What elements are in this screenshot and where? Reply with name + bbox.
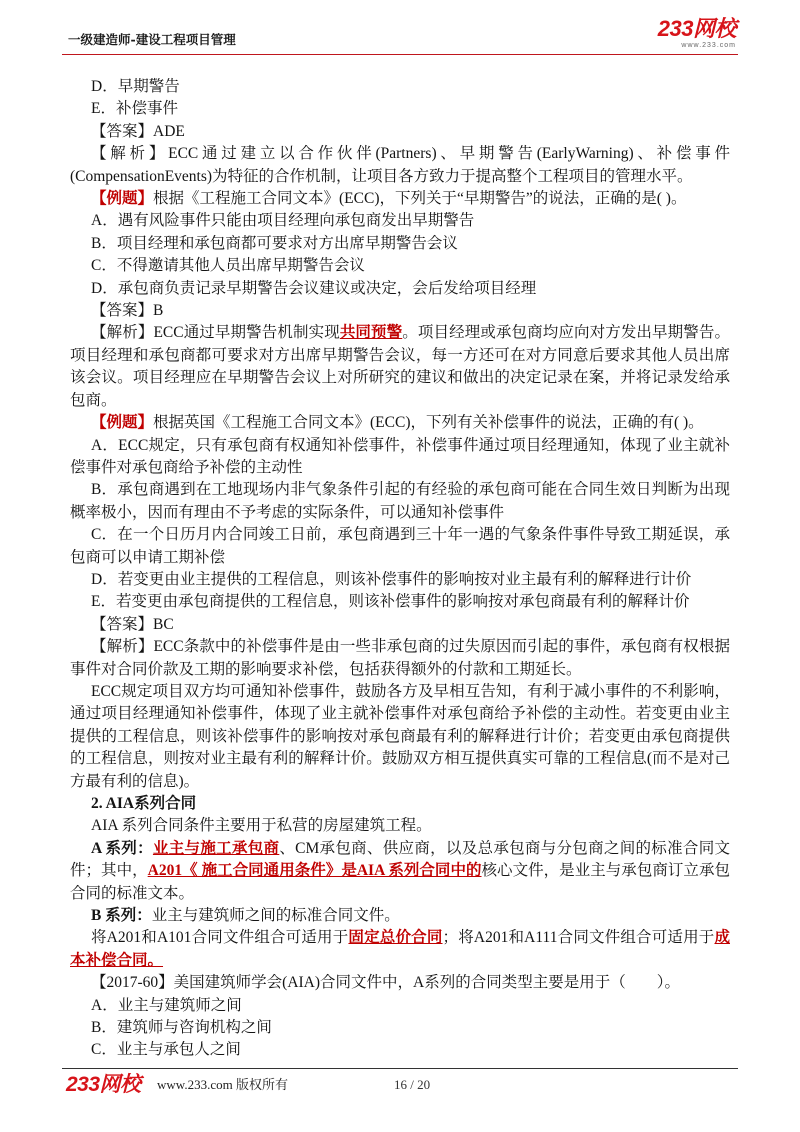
- option-e: E．若变更由承包商提供的工程信息，则该补偿事件的影响按对承包商最有利的解释计价: [91, 593, 690, 611]
- question-text: 根据《工程施工合同文本》(ECC)，下列关于“早期警告”的说法，正确的是( )。: [153, 190, 687, 208]
- body-text: 业主与建筑师之间的标准合同文件。: [151, 907, 400, 925]
- highlight-text: 固定总价合同: [348, 929, 443, 947]
- section-intro: AIA 系列合同条件主要用于私营的房屋建筑工程。: [91, 817, 432, 835]
- analysis-text: 。项目经理或承包商均应向对方发出早期警告。项目经理和承包商都可要求对方出席早期警告会议，每一方还可在对方同意后要求其他人员出席该会议。项目经理应在早期警告会议上对所研究的建议和做出的决定记录在案，并将记录发给承包商。: [70, 324, 730, 409]
- highlight-text: 业主与施工承包商: [152, 839, 280, 857]
- exam-question: 【2017-60】美国建筑师学会(AIA)合同文件中，A系列的合同类型主要是用于（ ）。: [91, 974, 680, 992]
- option-d: D．早期警告: [91, 78, 180, 95]
- analysis: 【解析】ECC条款中的补偿事件是由一些非承包商的过失原因而引起的事件，承包商有权根据事件对合同价款及工期的影响要求补偿，包括获得额外的付款和工期延长。: [70, 638, 730, 678]
- analysis-continued: ECC规定项目双方均可通知补偿事件，鼓励各方及早相互告知，有利于减小事件的不利影响，通过项目经理通知补偿事件，体现了业主就补偿事件对承包商给予补偿的主动性。若变更由业主提供的工程信息，则该补偿事件的影响按对承包商最有利的解释进行计价；若变更由承包商提供的工程信息，则按对业主最有利的解释计价。鼓励双方相互提供真实可靠的工程信息(而不是对己方最有利的信息)。: [70, 682, 730, 790]
- option-c: C．业主与承包人之间: [91, 1041, 241, 1059]
- series-b-description: [70, 905, 730, 927]
- option-a: A．业主与建筑师之间: [91, 996, 242, 1014]
- answer: 【答案】BC: [91, 615, 174, 633]
- body-text: ；将A201和A111合同文件组合可适用于: [442, 929, 715, 947]
- logo-brand-text: 233网校: [657, 16, 736, 41]
- analysis-text: 【解析】ECC通过早期警告机制实现: [91, 324, 340, 342]
- series-label: B 系列：: [91, 907, 152, 925]
- body-text: 将A201和A101合同文件组合可适用于: [91, 929, 349, 947]
- series-label: A 系列：: [91, 839, 153, 857]
- option-d: D．若变更由业主提供的工程信息，则该补偿事件的影响按对业主最有利的解释进行计价: [91, 570, 692, 588]
- example-label: 【例题】: [91, 414, 154, 432]
- highlight-text: 成本补偿合同。: [70, 929, 730, 969]
- page-number: 16 / 20: [394, 1077, 431, 1092]
- option-d: D．承包商负责记录早期警告会议建议或决定，会后发给项目经理: [91, 279, 537, 297]
- option-b: B．项目经理和承包商都可要求对方出席早期警告会议: [91, 234, 458, 252]
- copyright-text: www.233.com 版权所有: [157, 1077, 288, 1092]
- brand-logo: [640, 17, 736, 50]
- example-question: [70, 412, 730, 434]
- footer-divider: [62, 1068, 738, 1069]
- logo-url-text: www.233.com: [681, 42, 736, 49]
- highlight-text: A201《 施工合同通用条件》是AIA 系列合同中的: [147, 862, 482, 880]
- page-content: [70, 76, 730, 1062]
- option-c: C．在一个日历月内合同竣工日前，承包商遇到三十年一遇的气象条件事件导致工期延误，承包商可以申请工期补偿: [70, 526, 730, 566]
- option-b: B．建筑师与咨询机构之间: [91, 1019, 272, 1037]
- analysis: 【解析】ECC通过建立以合作伙伴(Partners)、早期警告(EarlyWarning)、补偿事件(CompensationEvents)为特征的合作机制，让项目各方致力于提高整个工程项目的管理水平。: [70, 145, 730, 185]
- example-question: [70, 188, 730, 210]
- answer: 【答案】ADE: [91, 122, 185, 140]
- option-c: C．不得邀请其他人员出席早期警告会议: [91, 257, 365, 275]
- option-a: A．遇有风险事件只能由项目经理向承包商发出早期警告: [91, 212, 475, 230]
- option-a: A．ECC规定，只有承包商有权通知补偿事件，补偿事件通过项目经理通知，体现了业主就补偿事件对承包商给予补偿的主动性: [70, 436, 730, 476]
- body-text: 、CM承包商、供应商，以及总承包商与分包商之间的标准合同文件；其中，: [70, 839, 730, 880]
- highlight-text: 共同预警: [339, 324, 403, 342]
- analysis: [70, 322, 730, 412]
- example-label: 【例题】: [91, 190, 154, 208]
- footer-logo: 233网校: [66, 1073, 141, 1096]
- document-title: 一级建造师-建设工程项目管理: [68, 32, 236, 47]
- header-divider: [62, 54, 738, 55]
- question-text: 根据英国《工程施工合同文本》(ECC)，下列有关补偿事件的说法，正确的有( )。: [153, 414, 704, 432]
- option-e: E．补偿事件: [91, 100, 178, 118]
- answer: 【答案】B: [91, 302, 164, 320]
- section-heading: 2. AIA系列合同: [91, 795, 197, 812]
- option-b: B．承包商遇到在工地现场内非气象条件引起的有经验的承包商可能在合同生效日判断为出现概率极小，因而有理由不予考虑的实际条件，可以通知补偿事件: [70, 481, 730, 521]
- body-text: 核心文件，是业主与承包商订立承包合同的标准文本。: [70, 862, 730, 902]
- series-a-description: [70, 838, 730, 905]
- contract-combination: [70, 927, 730, 972]
